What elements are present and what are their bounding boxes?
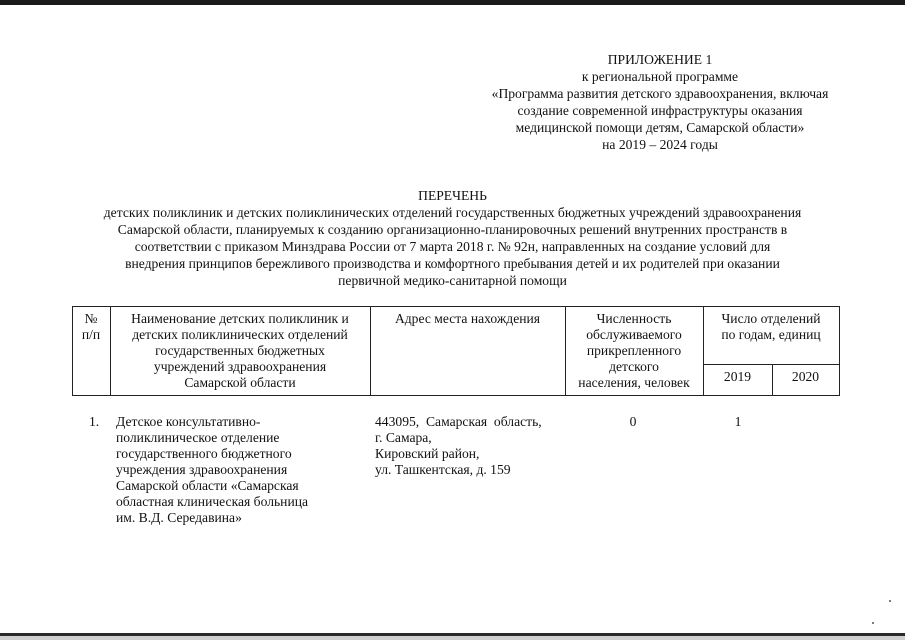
appendix-line: на 2019 – 2024 годы [602,137,718,152]
row-address: 443095, Самарская область, г. Самара, Кировский район, ул. Ташкентская, д. 159 [375,414,542,477]
document-title: ПЕРЕЧЕНЬ [418,188,487,203]
appendix-block [460,52,860,154]
header-population: Численность обслуживаемого прикрепленного детского населения, человек [578,311,690,390]
table-border-header-bottom [72,395,840,396]
row-num: 1. [89,414,100,429]
header-address: Адрес места нахождения [394,311,541,326]
appendix-title: ПРИЛОЖЕНИЕ 1 [607,52,713,67]
heading-line: внедрения принципов бережливого производства и комфортного пребывания детей и их родителей при оказании [125,256,780,271]
scan-edge-bottom-shadow [0,636,905,640]
header-departments: Число отделений по годам, единиц [721,311,821,342]
row-value-2020: 1 [734,414,742,429]
table-border-right [839,306,840,396]
appendix-line: «Программа развития детского здравоохранения, включая [491,86,829,101]
row-value-2019: 0 [629,414,637,429]
header-num: № п/п [81,311,101,342]
row-name: Детское консультативно- поликлиническое отделение государственного бюджетного учреждения здравоохранения Самарской области «Самарская областная клиническая больница им. В.Д. Середавина» [116,414,309,525]
heading-line: первичной медико-санитарной помощи [338,273,567,288]
heading-line: Самарской области, планируемых к созданию организационно-планировочных решений внутренних пространств в [117,222,788,237]
scan-edge-top [0,0,905,5]
scan-speck [872,622,874,624]
scan-speck [889,600,891,602]
header-name: Наименование детских поликлиник и детских поликлинических отделений государственных бюджетных учреждений здравоохранения Самарской области [131,311,349,390]
appendix-line: медицинской помощи детям, Самарской области» [515,120,805,135]
heading-line: детских поликлиник и детских поликлинических отделений государственных бюджетных учреждений здравоохранения [103,205,802,220]
appendix-line: к региональной программе [581,69,739,84]
appendix-line: создание современной инфраструктуры оказания [517,103,803,118]
heading-line: соответствии с приказом Минздрава России от 7 марта 2018 г. № 92н, направленных на создание условий для [134,239,771,254]
header-year-2019: 2019 [723,369,752,384]
document-heading [0,188,905,290]
table-border-top [72,306,840,307]
header-year-2020: 2020 [791,369,820,384]
